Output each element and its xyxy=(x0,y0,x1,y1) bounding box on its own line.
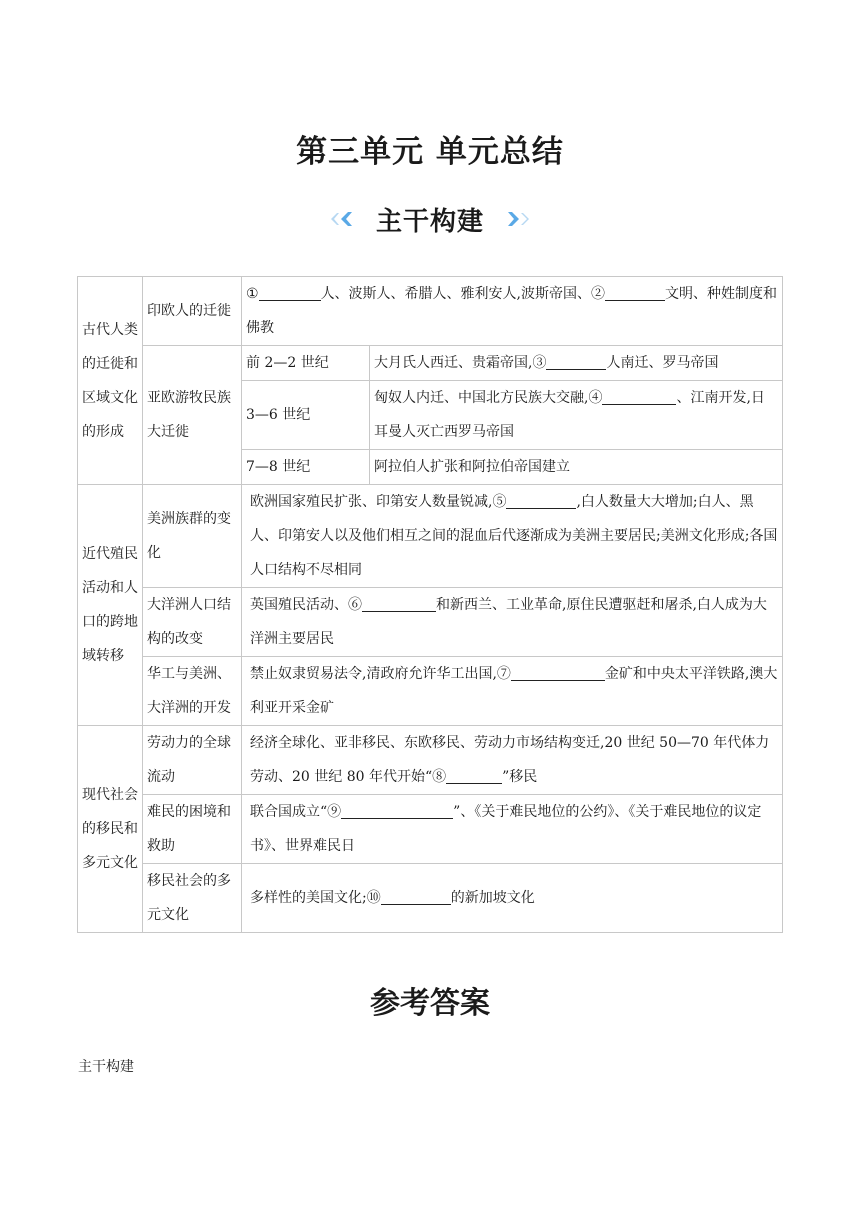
blank-number: ⑦ xyxy=(496,666,511,682)
table-row xyxy=(78,864,783,933)
topic-cell: 移民社会的多元文化 xyxy=(143,864,242,933)
blank-number: ⑧ xyxy=(432,769,447,785)
summary-table xyxy=(77,276,783,933)
content-text: 大月氏人西迁、贵霜帝国, xyxy=(374,355,533,371)
blank-number: ⑥ xyxy=(348,597,362,613)
content-cell: 阿拉伯人扩张和阿拉伯帝国建立 xyxy=(370,450,783,485)
topic-cell: 美洲族群的变化 xyxy=(143,485,242,588)
content-cell xyxy=(370,381,783,450)
topic-cell: 华工与美洲、大洋洲的开发 xyxy=(143,657,242,726)
content-text: 和新西兰、工业革命,原住民遭驱赶和屠杀,白人成为大洋洲主要居民 xyxy=(250,597,767,647)
content-cell xyxy=(370,346,783,381)
content-text: 人南迁、罗马帝国 xyxy=(606,355,719,371)
content-text: ”移民 xyxy=(502,769,538,785)
table-row xyxy=(78,726,783,795)
blank-number: ② xyxy=(591,286,606,302)
section-banner xyxy=(0,196,860,242)
answer-subheading: 主干构建 xyxy=(78,1059,134,1075)
content-cell xyxy=(242,726,783,795)
content-text: 匈奴人内迁、中国北方民族大交融, xyxy=(374,390,589,406)
topic-cell: 印欧人的迁徙 xyxy=(143,277,242,346)
blank-number: ⑩ xyxy=(366,890,381,906)
answer-blank[interactable] xyxy=(259,282,321,301)
table-row xyxy=(78,485,783,588)
answer-blank[interactable] xyxy=(602,386,676,405)
period-cell: 7—8 世纪 xyxy=(242,450,370,485)
section-title: 主干构建 xyxy=(375,206,484,237)
group-label-modern-colonial: 近代殖民活动和人口的跨地域转移 xyxy=(78,485,143,726)
group-label-ancient: 古代人类的迁徙和区域文化的形成 xyxy=(78,277,143,485)
double-chevron-left-icon xyxy=(328,210,358,228)
table-row xyxy=(78,795,783,864)
topic-cell: 亚欧游牧民族大迁徙 xyxy=(143,346,242,485)
answer-blank[interactable] xyxy=(381,886,451,905)
table-row xyxy=(78,277,783,346)
page-title: 第三单元 单元总结 xyxy=(296,134,564,170)
double-chevron-right-icon xyxy=(502,210,532,228)
content-text: 金矿和中央太平洋铁路,澳大利亚开采金矿 xyxy=(250,666,778,716)
content-text: 文明、种姓制度和佛教 xyxy=(246,286,778,336)
content-text: 的新加坡文化 xyxy=(450,890,535,906)
answer-blank[interactable] xyxy=(362,593,436,612)
content-cell xyxy=(242,588,783,657)
topic-cell: 难民的困境和救助 xyxy=(143,795,242,864)
table-row xyxy=(78,588,783,657)
period-cell: 前 2—2 世纪 xyxy=(242,346,370,381)
answer-blank[interactable] xyxy=(511,662,605,681)
topic-cell: 劳动力的全球流动 xyxy=(143,726,242,795)
content-text: 多样性的美国文化; xyxy=(250,890,367,906)
blank-number: ⑤ xyxy=(492,494,507,510)
answer-blank[interactable] xyxy=(605,282,665,301)
table-row xyxy=(78,657,783,726)
content-cell xyxy=(242,864,783,933)
blank-number: ⑨ xyxy=(327,804,342,820)
topic-cell: 大洋洲人口结构的改变 xyxy=(143,588,242,657)
content-text: ”、《关于难民地位的公约》、《关于难民地位的议定书》、世界难民日 xyxy=(250,804,762,854)
table-row xyxy=(78,346,783,381)
blank-number: ④ xyxy=(588,390,603,406)
answer-blank[interactable] xyxy=(446,765,502,784)
content-text: 经济全球化、亚非移民、东欧移民、劳动力市场结构变迁,20 世纪 50—70 年代体力劳动、20 世纪 80 年代开始“ xyxy=(250,735,770,785)
group-label-contemporary: 现代社会的移民和多元文化 xyxy=(78,726,143,933)
blank-number: ③ xyxy=(532,355,547,371)
content-cell xyxy=(242,795,783,864)
content-cell xyxy=(242,277,783,346)
content-text: 欧洲国家殖民扩张、印第安人数量锐减, xyxy=(250,494,493,510)
content-text: 、江南开发,日耳曼人灭亡西罗马帝国 xyxy=(374,390,765,440)
content-text: 人、波斯人、希腊人、雅利安人,波斯帝国、 xyxy=(320,286,592,302)
answer-blank[interactable] xyxy=(341,800,453,819)
content-cell xyxy=(242,485,783,588)
content-text: 禁止奴隶贸易法令,清政府允许华工出国, xyxy=(250,666,497,682)
blank-number: ① xyxy=(246,286,259,302)
answer-section-title: 参考答案 xyxy=(370,986,490,1021)
answer-blank[interactable] xyxy=(506,490,576,509)
content-text: ,白人数量大大增加;白人、黑人、印第安人以及他们相互之间的混血后代逐渐成为美洲主要居民;美洲文化形成;各国人口结构不尽相同 xyxy=(250,494,778,578)
answer-blank[interactable] xyxy=(546,351,606,370)
period-cell: 3—6 世纪 xyxy=(242,381,370,450)
content-cell xyxy=(242,657,783,726)
content-text: 英国殖民活动、 xyxy=(250,597,348,613)
content-text: 联合国成立“ xyxy=(250,804,328,820)
